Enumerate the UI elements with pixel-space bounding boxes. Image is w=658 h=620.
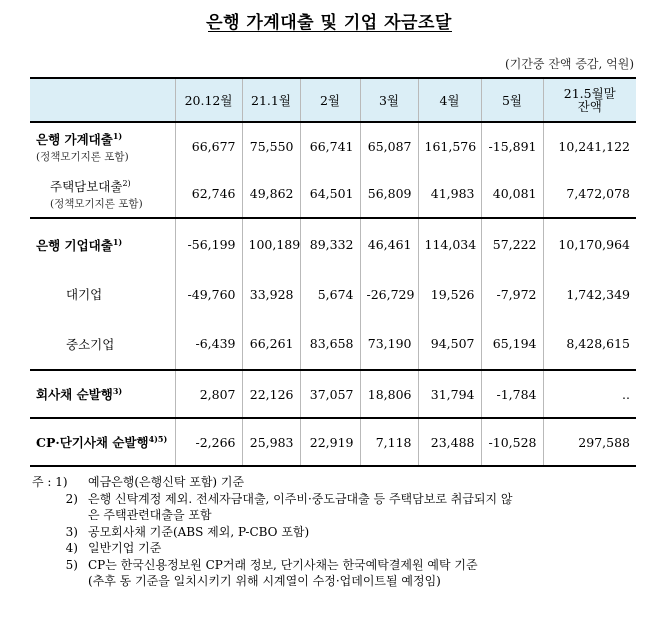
table-cell: 1,742,349 bbox=[543, 270, 636, 318]
table-cell: 66,741 bbox=[300, 122, 360, 170]
table-row bbox=[30, 370, 636, 418]
header-balance-line2: 잔액 bbox=[577, 99, 602, 114]
table-cell: 83,658 bbox=[300, 318, 360, 370]
row-label-sub: (정책모기지론 포함) bbox=[50, 197, 143, 210]
row-label-main: 중소기업 bbox=[66, 336, 115, 352]
footnote-key: 2) bbox=[65, 491, 78, 506]
loan-table bbox=[30, 77, 636, 467]
unit-note: (기간중 잔액 증감, 억원) bbox=[505, 57, 634, 71]
table-cell: 297,588 bbox=[543, 418, 636, 466]
table-cell: 89,332 bbox=[300, 218, 360, 270]
row-label bbox=[30, 418, 175, 466]
header-row bbox=[30, 78, 636, 122]
row-label bbox=[30, 370, 175, 418]
header-cell: 2월 bbox=[300, 78, 360, 122]
table-row bbox=[30, 270, 636, 318]
row-label-main: 대기업 bbox=[66, 287, 103, 302]
table-cell: 66,261 bbox=[242, 318, 300, 370]
table-cell: 18,806 bbox=[360, 370, 418, 418]
table-cell: 31,794 bbox=[418, 370, 481, 418]
header-balance-line1: 21.5월말 bbox=[563, 86, 616, 101]
footnote-text: 일반기업 기준 bbox=[88, 541, 162, 555]
row-label-main: CP·단기사채 순발행$^{4)5)}$ bbox=[36, 433, 168, 450]
footnote-text: CP는 한국신용정보원 CP거래 정보, 단기사채는 한국예탁결제원 예탁 기준 bbox=[88, 557, 478, 572]
table-cell: 161,576 bbox=[418, 122, 481, 170]
row-label bbox=[30, 318, 175, 370]
footnote bbox=[32, 474, 642, 491]
row-label-main: 은행 기업대출$^{1)}$ bbox=[36, 236, 123, 253]
table-cell: -15,891 bbox=[481, 122, 543, 170]
header-cell: 20.12월 bbox=[175, 78, 242, 122]
table-cell: 23,488 bbox=[418, 418, 481, 466]
footnote-text: 예금은행(은행신탁 포함) 기준 bbox=[88, 475, 245, 489]
header-cell: 3월 bbox=[360, 78, 418, 122]
row-label bbox=[30, 218, 175, 270]
table-cell: 41,983 bbox=[418, 170, 481, 218]
table-cell: -7,972 bbox=[481, 270, 543, 318]
footnotes bbox=[32, 474, 642, 590]
row-label-sub: (정책모기지론 포함) bbox=[36, 150, 129, 163]
table-cell: 94,507 bbox=[418, 318, 481, 370]
table-cell: 2,807 bbox=[175, 370, 242, 418]
footnote bbox=[32, 540, 642, 557]
header-cell: 4월 bbox=[418, 78, 481, 122]
row-label-main: 주택담보대출$^{2)}$ bbox=[50, 178, 131, 194]
table-cell: 22,919 bbox=[300, 418, 360, 466]
table-row bbox=[30, 218, 636, 270]
table-row bbox=[30, 122, 636, 170]
row-label bbox=[30, 270, 175, 318]
title-underline bbox=[208, 31, 452, 32]
table-cell: 62,746 bbox=[175, 170, 242, 218]
table-cell: -6,439 bbox=[175, 318, 242, 370]
table-cell: 114,034 bbox=[418, 218, 481, 270]
row-label-main: 회사채 순발행$^{3)}$ bbox=[36, 385, 123, 402]
row-label bbox=[30, 122, 175, 170]
table-row bbox=[30, 418, 636, 466]
table-cell: 66,677 bbox=[175, 122, 242, 170]
table-cell: 49,862 bbox=[242, 170, 300, 218]
footnote-key: 5) bbox=[65, 557, 78, 572]
table-cell: 5,674 bbox=[300, 270, 360, 318]
row-label bbox=[30, 170, 175, 218]
table-cell: -1,784 bbox=[481, 370, 543, 418]
page-title: 은행 가계대출 및 기업 자금조달 bbox=[206, 13, 452, 33]
row-label-main: 은행 가계대출$^{1)}$ bbox=[36, 130, 123, 147]
table-cell: 10,241,122 bbox=[543, 122, 636, 170]
table-cell: 65,194 bbox=[481, 318, 543, 370]
footnote-key: 3) bbox=[65, 524, 78, 539]
table-cell: -10,528 bbox=[481, 418, 543, 466]
footnote-text: 공모회사채 기준(ABS 제외, P-CBO 포함) bbox=[88, 524, 310, 539]
table-cell: 40,081 bbox=[481, 170, 543, 218]
table-cell: 37,057 bbox=[300, 370, 360, 418]
table-cell: 7,472,078 bbox=[543, 170, 636, 218]
table-cell: 7,118 bbox=[360, 418, 418, 466]
table-cell: 33,928 bbox=[242, 270, 300, 318]
table-cell: 22,126 bbox=[242, 370, 300, 418]
table-cell: .. bbox=[543, 370, 636, 418]
header-cell-blank bbox=[30, 78, 175, 122]
footnote bbox=[32, 557, 642, 574]
table-cell: 100,189 bbox=[242, 218, 300, 270]
table-cell: -49,760 bbox=[175, 270, 242, 318]
table-cell: 56,809 bbox=[360, 170, 418, 218]
table-row bbox=[30, 318, 636, 370]
table-cell: -56,199 bbox=[175, 218, 242, 270]
table-cell: -26,729 bbox=[360, 270, 418, 318]
footnote-continuation: 은 주택관련대출을 포함 bbox=[88, 508, 212, 522]
table-cell: 46,461 bbox=[360, 218, 418, 270]
footnote bbox=[32, 524, 642, 541]
header-cell: 21.1월 bbox=[242, 78, 300, 122]
footnote-key: 주 : 1) bbox=[32, 475, 68, 489]
footnote bbox=[32, 491, 642, 508]
header-cell: 5월 bbox=[481, 78, 543, 122]
header-cell-balance bbox=[543, 78, 636, 122]
table-cell: 8,428,615 bbox=[543, 318, 636, 370]
table-cell: 73,190 bbox=[360, 318, 418, 370]
footnote-key: 4) bbox=[65, 541, 78, 555]
table-cell: 25,983 bbox=[242, 418, 300, 466]
table-cell: 57,222 bbox=[481, 218, 543, 270]
table-cell: 75,550 bbox=[242, 122, 300, 170]
table-cell: -2,266 bbox=[175, 418, 242, 466]
table-cell: 65,087 bbox=[360, 122, 418, 170]
footnote-continuation: (추후 동 기준을 일치시키기 위해 시계열이 수정·업데이트될 예정임) bbox=[88, 574, 441, 588]
table-cell: 19,526 bbox=[418, 270, 481, 318]
table-cell: 64,501 bbox=[300, 170, 360, 218]
table-row bbox=[30, 170, 636, 218]
footnote-text: 은행 신탁계정 제외. 전세자금대출, 이주비·중도금대출 등 주택담보로 취급되지 않 bbox=[88, 491, 513, 506]
table-cell: 10,170,964 bbox=[543, 218, 636, 270]
